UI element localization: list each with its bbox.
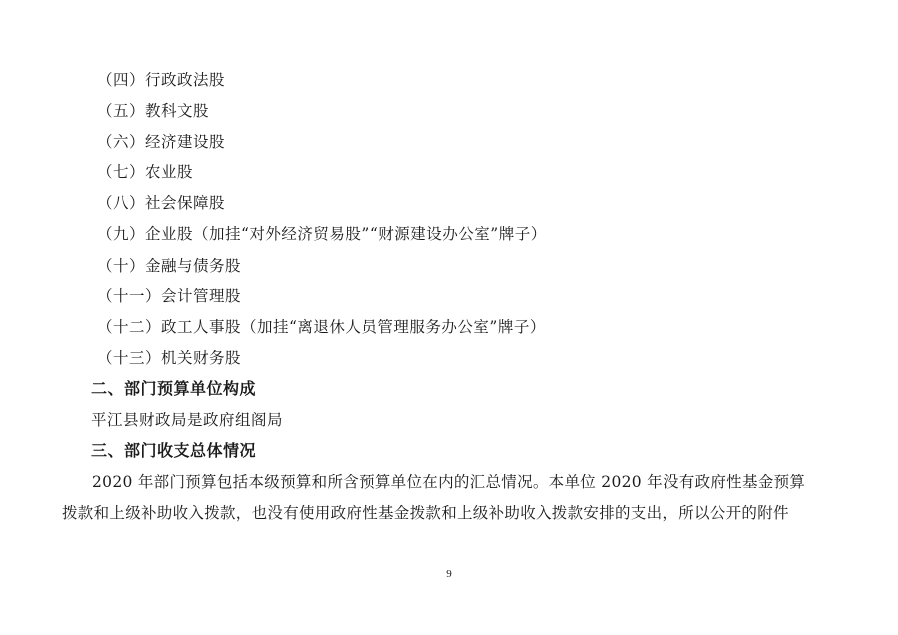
list-item-9: （九）企业股（加挂“对外经济贸易股”“财源建设办公室”牌子） bbox=[97, 225, 547, 243]
section-heading-unit-composition: 二、部门预算单位构成 bbox=[91, 379, 257, 398]
list-item-8: （八）社会保障股 bbox=[97, 194, 226, 212]
list-item-4: （四）行政政法股 bbox=[97, 71, 226, 89]
list-item-12: （十二）政工人事股（加挂“离退休人员管理服务办公室”牌子） bbox=[97, 318, 546, 336]
list-item-10: （十）金融与债务股 bbox=[97, 257, 242, 275]
list-item-7: （七）农业股 bbox=[97, 163, 194, 181]
page-number: 9 bbox=[446, 568, 452, 580]
section-heading-revenue-expenditure: 三、部门收支总体情况 bbox=[91, 441, 257, 460]
paragraph-line-2: 拨款和上级补助收入拨款，也没有使用政府性基金拨款和上级补助收入拨款安排的支出，所以公开的附件 bbox=[62, 504, 789, 522]
list-item-5: （五）教科文股 bbox=[97, 102, 210, 120]
section-body-unit-composition: 平江县财政局是政府组阁局 bbox=[91, 411, 284, 429]
paragraph-line-1: 2020 年部门预算包括本级预算和所含预算单位在内的汇总情况。本单位 2020 年没有政府性基金预算 bbox=[92, 473, 806, 491]
list-item-13: （十三）机关财务股 bbox=[97, 349, 242, 367]
list-item-11: （十一）会计管理股 bbox=[97, 287, 242, 305]
list-item-6: （六）经济建设股 bbox=[97, 133, 226, 151]
